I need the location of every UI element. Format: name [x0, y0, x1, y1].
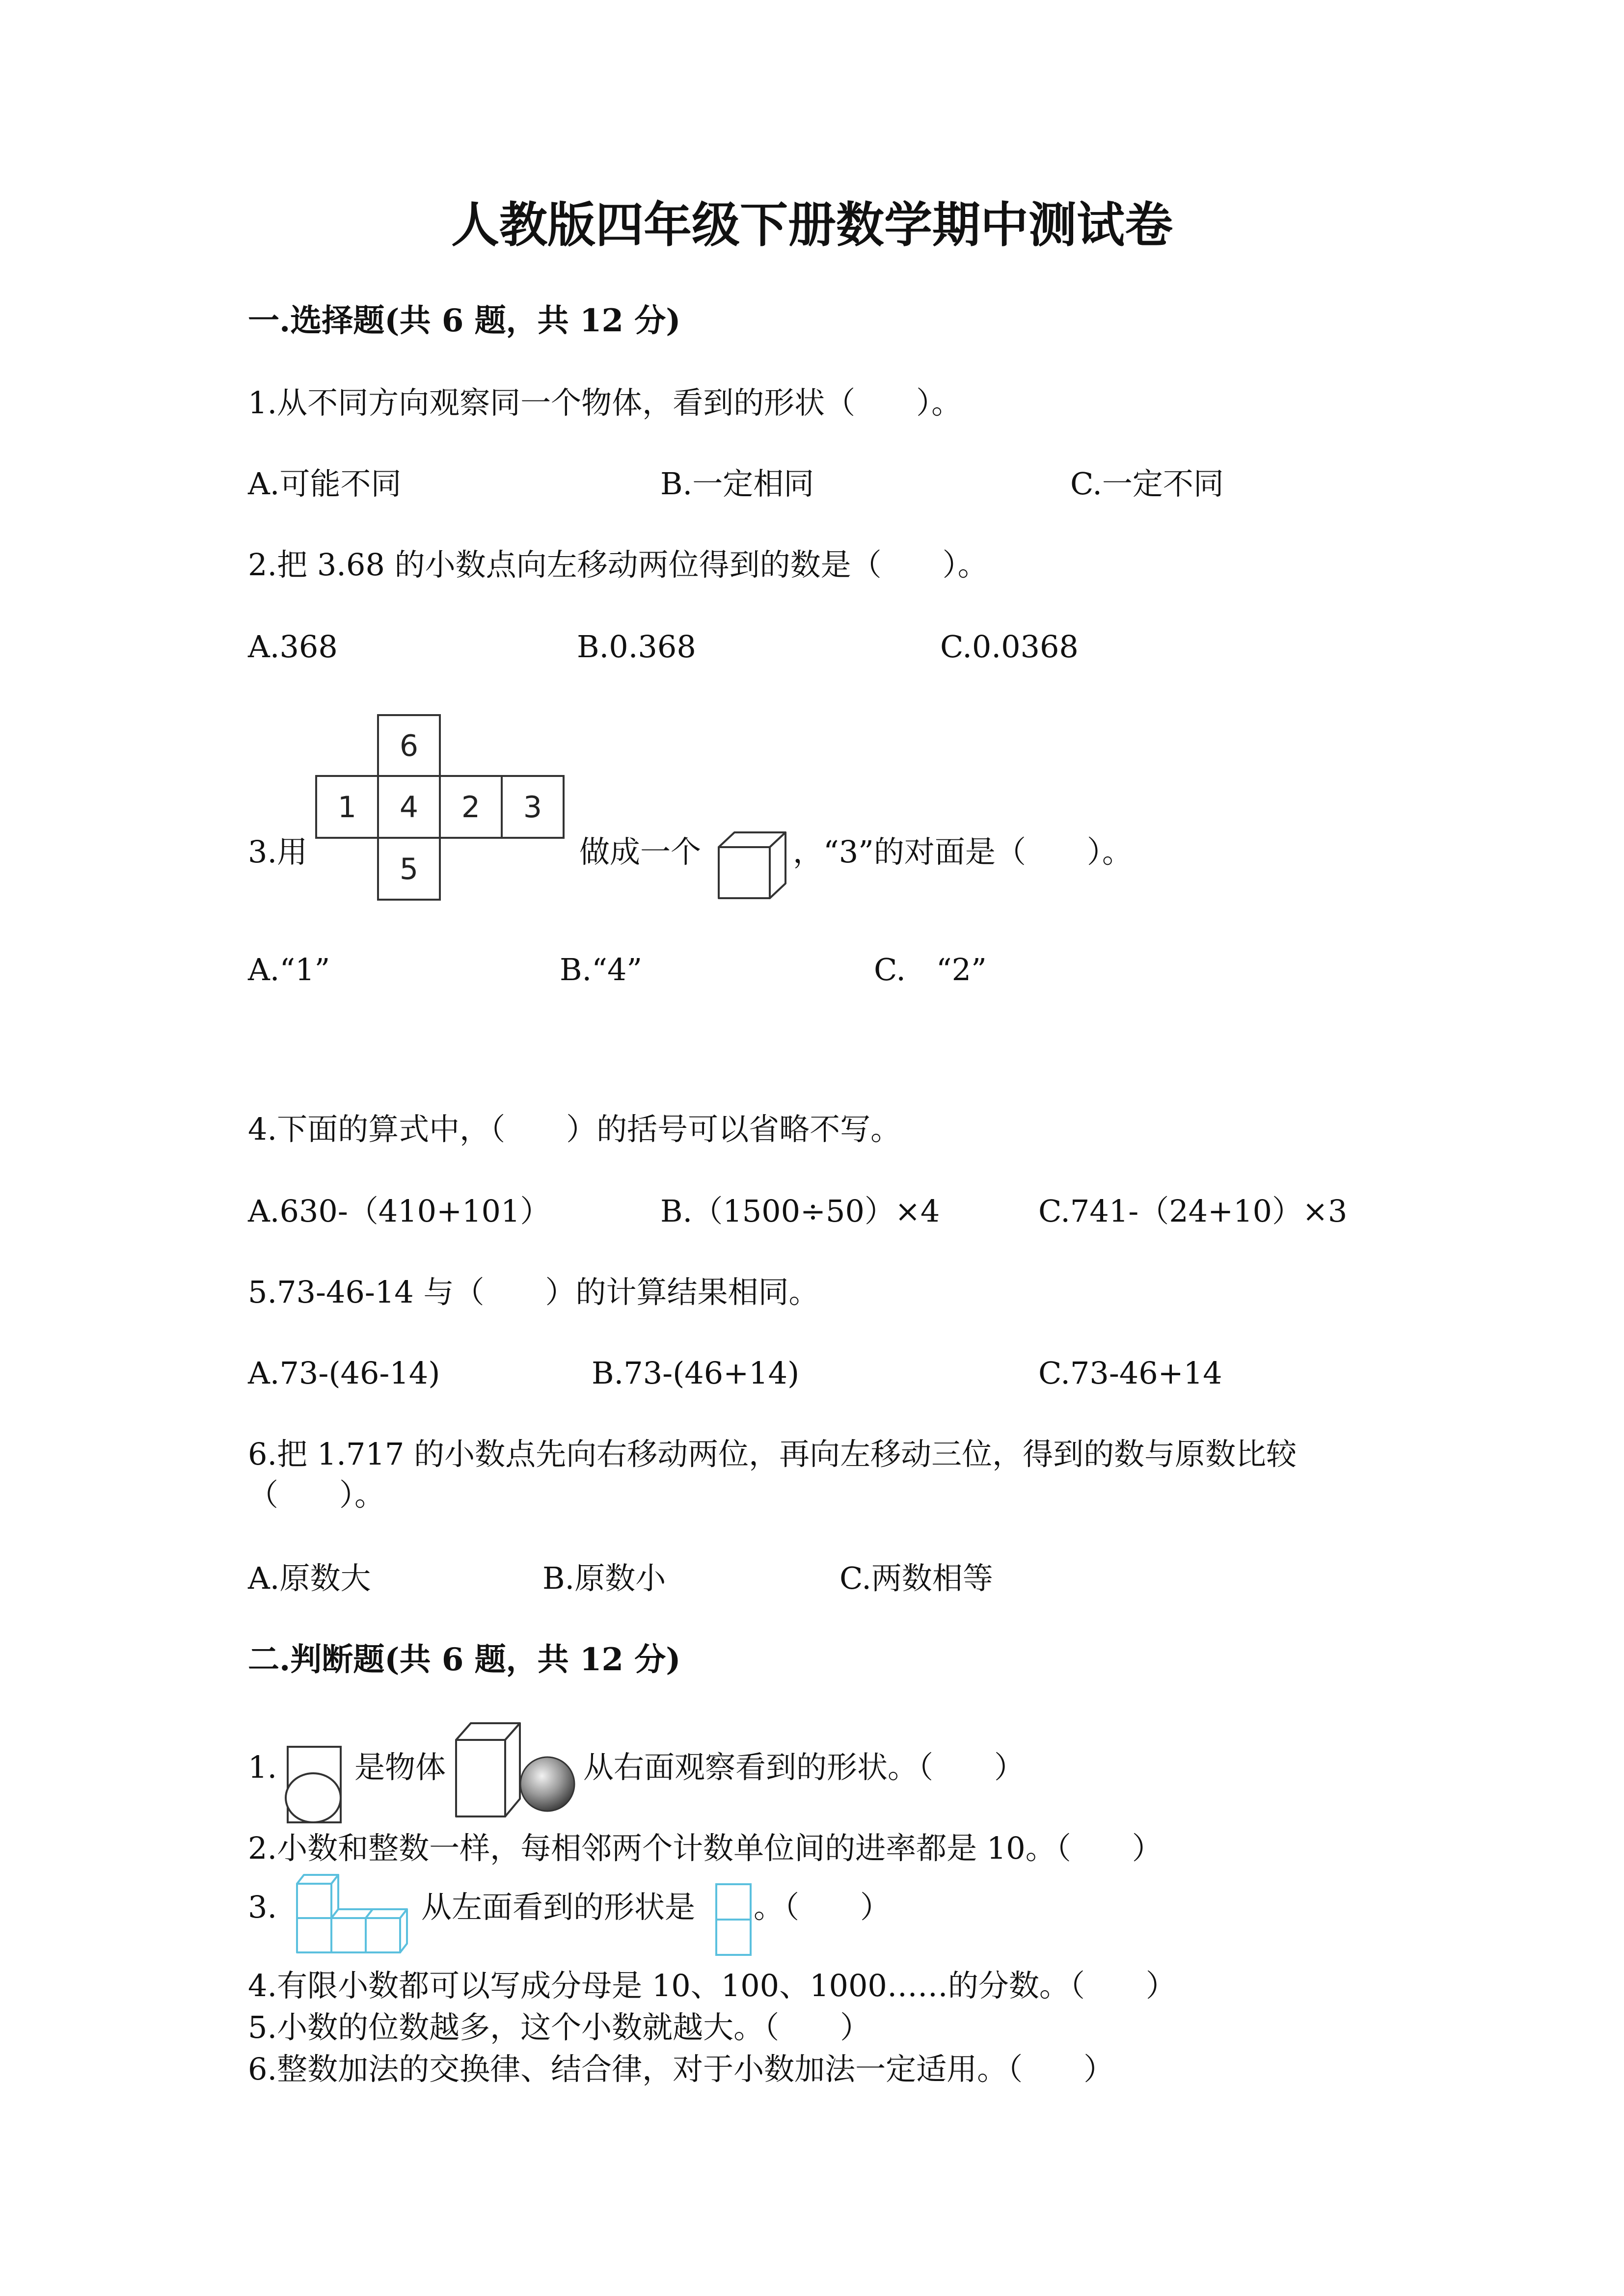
option-b: B.一定相同 [660, 466, 814, 502]
option-c: C.73-46+14 [1038, 1355, 1222, 1391]
judge-3-number: 3. [248, 1889, 277, 1925]
view-shape-svg [284, 1745, 345, 1826]
question-3-middle: 做成一个 [579, 834, 702, 870]
judge-2-stem: 2.小数和整数一样，每相邻两个计数单位间的进率都是 10。（ ） [248, 1830, 1163, 1866]
two-square-svg [714, 1882, 754, 1958]
option-b: B.“4” [560, 952, 643, 988]
prism-and-ball-icon [454, 1720, 582, 1818]
section-heading-choice: 一.选择题(共 6 题，共 12 分) [248, 302, 681, 339]
net-face-3: 3 [523, 790, 542, 825]
question-6-stem-line1: 6.把 1.717 的小数点先向右移动两位，再向左移动三位，得到的数与原数比较 [248, 1436, 1297, 1472]
judge-1-middle: 是物体 [354, 1749, 446, 1785]
blue-cube-stack-icon [292, 1869, 410, 1957]
option-b: B.原数小 [542, 1560, 666, 1596]
cube-icon [717, 829, 790, 903]
option-c: C.一定不同 [1070, 466, 1224, 502]
net-face-6: 6 [399, 729, 419, 763]
net-face-1: 1 [337, 790, 357, 825]
judge-4-stem: 4.有限小数都可以写成分母是 10、100、1000……的分数。（ ） [248, 1968, 1176, 2003]
option-a: A.73-(46-14) [248, 1355, 440, 1391]
option-c: C.741-（24+10）×3 [1038, 1193, 1348, 1229]
option-c: C.两数相等 [839, 1560, 993, 1596]
question-3-prefix: 3.用 [248, 834, 308, 870]
prism-ball-svg [454, 1720, 582, 1818]
judge-3-suffix: 。（ ） [754, 1889, 891, 1925]
judge-6-stem: 6.整数加法的交换律、结合律，对于小数加法一定适用。（ ） [248, 2051, 1114, 2087]
judge-5-stem: 5.小数的位数越多，这个小数就越大。（ ） [248, 2009, 871, 2045]
net-face-5: 5 [399, 852, 419, 886]
option-b: B.73-(46+14) [592, 1355, 800, 1391]
blue-two-square-view-icon [714, 1882, 754, 1958]
square-circle-view-icon [284, 1745, 345, 1826]
option-c: C.0.0368 [940, 629, 1079, 665]
option-b: B.0.368 [577, 629, 696, 665]
question-5-stem: 5.73-46-14 与（ ）的计算结果相同。 [248, 1274, 819, 1310]
question-1-stem: 1.从不同方向观察同一个物体，看到的形状（ ）。 [248, 385, 962, 421]
option-b: B.（1500÷50）×4 [660, 1193, 940, 1229]
judge-3-middle: 从左面看到的形状是 [421, 1889, 696, 1925]
judge-1-number: 1. [248, 1749, 277, 1785]
question-4-stem: 4.下面的算式中，（ ）的括号可以省略不写。 [248, 1111, 901, 1147]
section-heading-judgement: 二.判断题(共 6 题，共 12 分) [248, 1641, 681, 1678]
question-6-stem-line2: （ ）。 [248, 1477, 385, 1513]
question-2-stem: 2.把 3.68 的小数点向左移动两位得到的数是（ ）。 [248, 547, 988, 583]
cube-svg [717, 829, 790, 903]
option-a: A.可能不同 [248, 466, 402, 502]
net-face-2: 2 [461, 790, 481, 825]
question-3-suffix: ，“3”的对面是（ ）。 [793, 834, 1133, 870]
cube-net-figure [314, 714, 569, 903]
cube-stack-svg [292, 1869, 410, 1957]
option-a: A.368 [248, 629, 338, 665]
option-a: A.“1” [248, 952, 330, 988]
cube-net-svg [314, 714, 569, 903]
net-face-4: 4 [399, 790, 419, 825]
option-a: A.原数大 [248, 1560, 371, 1596]
page-title: 人教版四年级下册数学期中测试卷 [451, 197, 1173, 253]
option-a: A.630-（410+101） [248, 1193, 551, 1229]
judge-1-suffix: 从右面观察看到的形状。（ ） [583, 1749, 1025, 1785]
option-c: C. “2” [874, 952, 987, 988]
